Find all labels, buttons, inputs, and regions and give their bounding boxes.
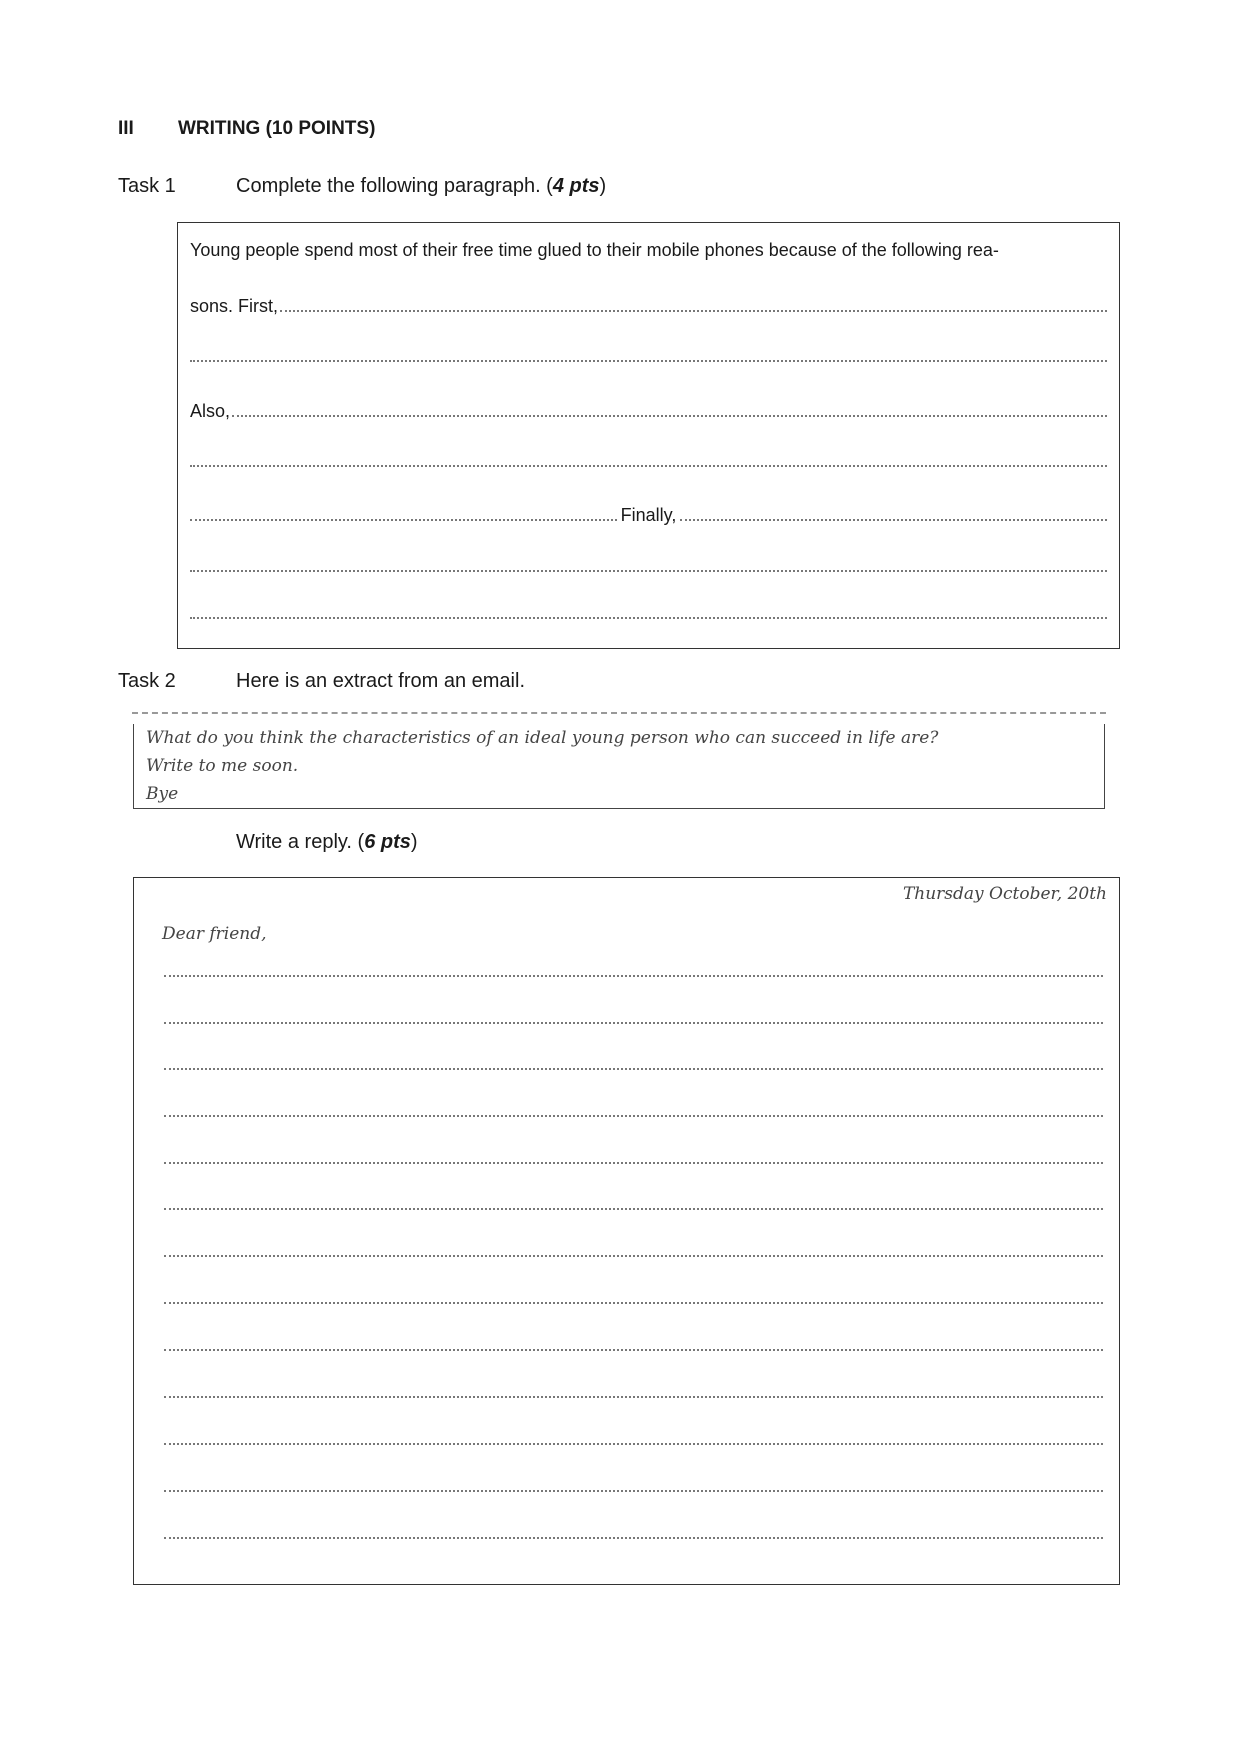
email-line-2: Write to me soon. bbox=[146, 756, 299, 776]
reply-points: 6 pts bbox=[364, 831, 411, 853]
reply-dotted-line[interactable] bbox=[164, 1160, 1103, 1164]
answer-dotted-line[interactable] bbox=[190, 616, 1107, 619]
answer-dotted-line[interactable] bbox=[232, 414, 1107, 417]
email-torn-edge bbox=[132, 712, 1106, 724]
task2-instruction: Here is an extract from an email. bbox=[236, 670, 525, 692]
reply-instruction-text: Write a reply. ( bbox=[236, 831, 365, 853]
reply-dotted-line[interactable] bbox=[164, 1394, 1103, 1398]
email-line-3: Bye bbox=[146, 784, 179, 804]
task1-instruction-close: ) bbox=[599, 175, 607, 197]
answer-dotted-line[interactable] bbox=[680, 518, 1107, 521]
reply-dotted-line[interactable] bbox=[164, 1300, 1103, 1304]
answer-dotted-line[interactable] bbox=[190, 518, 617, 521]
paragraph-intro: Young people spend most of their free time glued to their mobile phones because of the following rea- bbox=[190, 240, 999, 260]
task1-instruction-text: Complete the following paragraph. ( bbox=[236, 175, 553, 197]
paragraph-line-finally[interactable] bbox=[190, 502, 1107, 526]
reply-letter-box bbox=[133, 877, 1120, 1585]
email-extract-box bbox=[133, 717, 1105, 809]
reply-dotted-line[interactable] bbox=[164, 1441, 1103, 1445]
reply-dotted-line[interactable] bbox=[164, 1253, 1103, 1257]
task1-instruction bbox=[236, 175, 606, 198]
answer-dotted-line[interactable] bbox=[190, 569, 1107, 572]
paragraph-box bbox=[177, 222, 1120, 649]
letter-date: Thursday October, 20th bbox=[902, 884, 1107, 904]
paragraph-also: Also, bbox=[190, 401, 231, 421]
section-title: WRITING (10 POINTS) bbox=[178, 118, 376, 139]
reply-dotted-line[interactable] bbox=[164, 1535, 1103, 1539]
paragraph-first: sons. First, bbox=[190, 296, 279, 316]
reply-dotted-line[interactable] bbox=[164, 1113, 1103, 1117]
reply-dotted-line[interactable] bbox=[164, 1488, 1103, 1492]
paragraph-line-blank[interactable] bbox=[190, 448, 1107, 472]
paragraph-line-also[interactable] bbox=[190, 398, 1107, 422]
paragraph-finally: Finally, bbox=[620, 505, 677, 525]
answer-dotted-line[interactable] bbox=[280, 309, 1107, 312]
reply-instruction bbox=[236, 831, 418, 854]
email-line-1: What do you think the characteristics of an ideal young person who can succeed in life are? bbox=[146, 728, 939, 748]
answer-dotted-line[interactable] bbox=[190, 464, 1107, 467]
task1-label: Task 1 bbox=[118, 175, 176, 197]
paragraph-line-intro bbox=[190, 237, 1107, 261]
reply-dotted-line[interactable] bbox=[164, 1020, 1103, 1024]
section-number: III bbox=[118, 118, 134, 139]
paragraph-line-blank[interactable] bbox=[190, 600, 1107, 624]
paragraph-line-blank[interactable] bbox=[190, 343, 1107, 367]
answer-dotted-line[interactable] bbox=[190, 359, 1107, 362]
reply-dotted-line[interactable] bbox=[164, 1347, 1103, 1351]
reply-dotted-line[interactable] bbox=[164, 1066, 1103, 1070]
task2-label: Task 2 bbox=[118, 670, 176, 692]
letter-greeting: Dear friend, bbox=[162, 924, 267, 944]
paragraph-line-first[interactable] bbox=[190, 293, 1107, 317]
reply-dotted-line[interactable] bbox=[164, 1206, 1103, 1210]
paragraph-line-blank[interactable] bbox=[190, 553, 1107, 577]
reply-instruction-close: ) bbox=[410, 831, 418, 853]
task1-points: 4 pts bbox=[552, 175, 600, 197]
reply-dotted-line[interactable] bbox=[164, 973, 1103, 977]
